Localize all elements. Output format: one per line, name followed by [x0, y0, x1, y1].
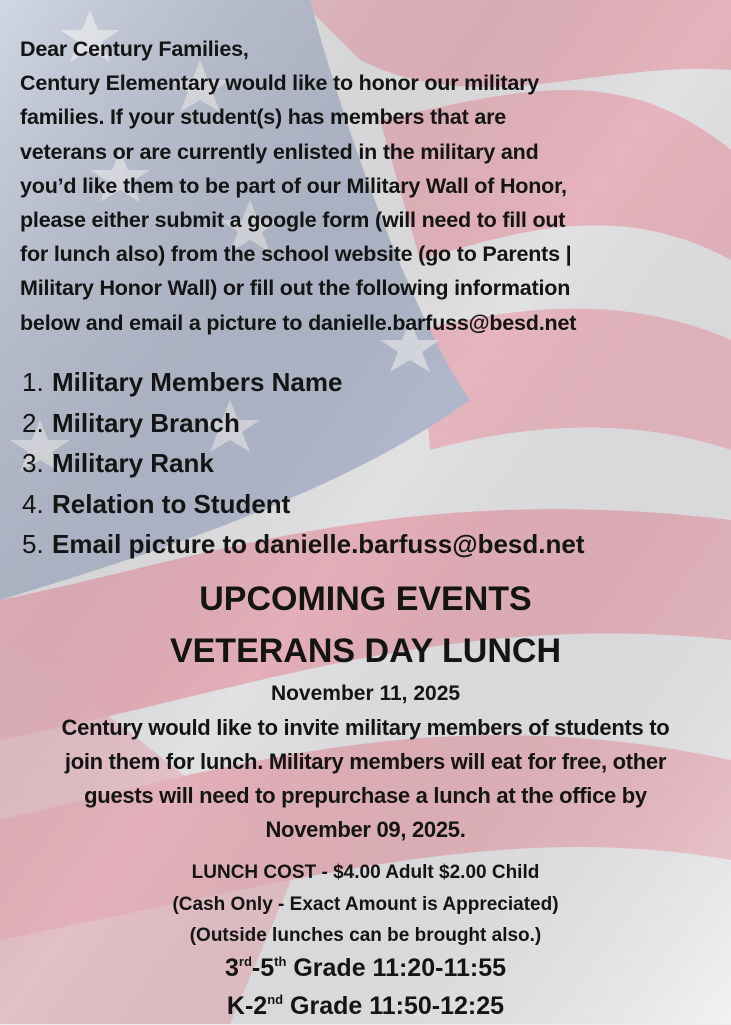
description-line: November 09, 2025. [265, 817, 466, 842]
grade-time [0, 987, 731, 1025]
list-item [22, 443, 584, 484]
list-text: Military Members Name [52, 367, 343, 397]
grade-time-text: Grade 11:50-12:25 [283, 992, 505, 1020]
intro-line: please either submit a google form (will need to fill out [20, 207, 566, 232]
intro-line: families. If your student(s) has members that are [20, 105, 507, 130]
list-item [22, 524, 584, 565]
cost-line: (Outside lunches can be brought also.) [189, 925, 542, 946]
event-description [0, 711, 731, 847]
cost-line: LUNCH COST - $4.00 Adult $2.00 Child [191, 862, 540, 883]
intro-line: below and email a picture to danielle.barfuss@besd.net [20, 310, 577, 335]
intro-line: veterans or are currently enlisted in the military and [20, 139, 539, 164]
event-date: November 11, 2025 [270, 682, 461, 705]
description-line: join them for lunch. Military members will eat for free, other [64, 749, 667, 774]
grade-schedule [0, 949, 731, 1025]
list-text: Relation to Student [52, 488, 291, 519]
description-line: Century would like to invite military members of students to [61, 715, 670, 740]
list-number: 4. [22, 488, 44, 519]
intro-line: Dear Century Families, [20, 37, 249, 61]
list-item [22, 484, 584, 525]
list-item [22, 403, 584, 444]
grade-part: K-2 [226, 992, 268, 1020]
grade-part: 3 [224, 954, 239, 982]
upcoming-events-heading: UPCOMING EVENTS [199, 580, 532, 618]
intro-line: you’d like them to be part of our Military Wall of Honor, [20, 173, 567, 198]
cost-line: (Cash Only - Exact Amount is Appreciated) [172, 893, 559, 915]
required-info-list [22, 362, 584, 565]
grade-sup: nd [267, 992, 284, 1007]
grade-sup: rd [238, 954, 252, 969]
list-text: Email picture to danielle.barfuss@besd.net [52, 529, 585, 560]
list-number: 1. [22, 367, 44, 397]
event-title: VETERANS DAY LUNCH [169, 632, 562, 670]
grade-time-text: Grade 11:20-11:55 [286, 954, 506, 982]
lunch-cost-info [0, 857, 731, 952]
intro-letter [20, 32, 576, 340]
list-text: Military Rank [52, 448, 214, 479]
grade-sup: th [274, 954, 287, 969]
grade-time [0, 949, 731, 987]
list-text: Military Branch [52, 407, 240, 438]
list-number: 3. [22, 448, 44, 479]
intro-line: for lunch also) from the school website (go to Parents | [20, 242, 572, 267]
list-number: 2. [22, 407, 44, 438]
list-item [22, 362, 584, 403]
intro-line: Military Honor Wall) or fill out the following information [20, 276, 571, 301]
list-number: 5. [22, 529, 44, 560]
intro-line: Century Elementary would like to honor our military [20, 71, 540, 96]
description-line: guests will need to prepurchase a lunch at the office by [84, 783, 647, 808]
grade-part: -5 [251, 954, 275, 982]
